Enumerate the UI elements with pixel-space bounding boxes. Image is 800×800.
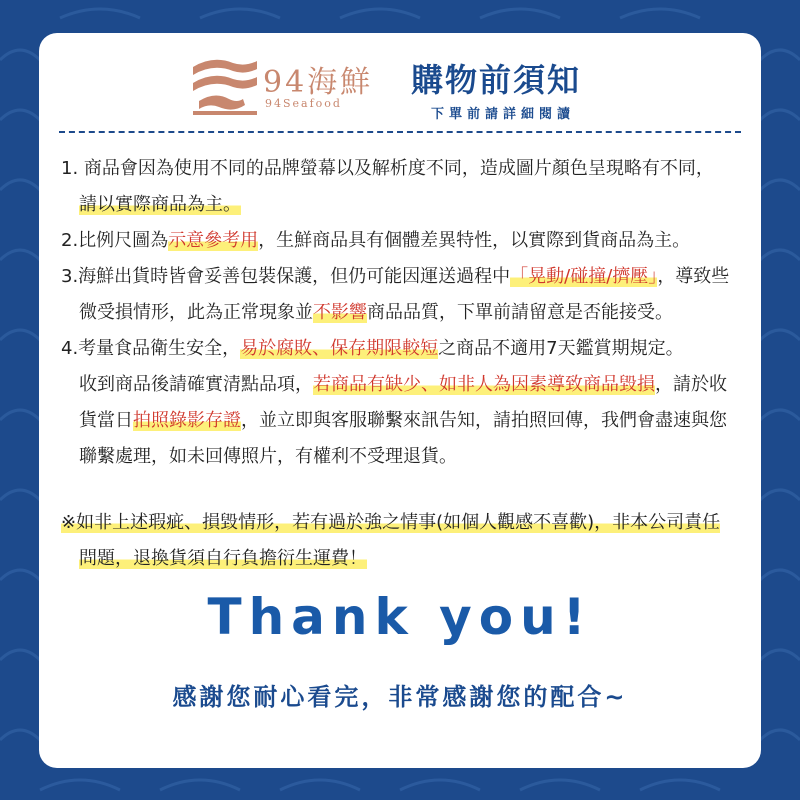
highlight: 拍照錄影存證 <box>133 410 241 431</box>
brand-name: 94海鮮 <box>263 65 374 100</box>
thank-you-message: 感謝您耐心看完，非常感謝您的配合~ <box>172 683 628 711</box>
highlight: 若商品有缺少、如非人為因素導致商品毀損 <box>313 374 655 395</box>
notice-item-4: 4.考量食品衛生安全，易於腐敗、保存期限較短之商品不適用7天鑑賞期規定。 <box>61 338 684 359</box>
notice-item-3: 3.海鮮出貨時皆會妥善包裝保護，但仍可能因運送過程中「晃動/碰撞/擠壓」，導致些 <box>61 266 730 287</box>
remark: ※如非上述瑕疵、損毀情形，若有過於強之情事(如個人觀感不喜歡)，非本公司責任 <box>61 512 721 533</box>
notice-list: 1. 商品會因為使用不同的品牌螢幕以及解析度不同，造成圖片顏色呈現略有不同， 請以實際商品為主。 2.比例尺圖為示意參考用，生鮮商品具有個體差異特性，以實際到貨商品為主。 3.海鮮出貨時皆會妥善包裝保護，但仍可能因運送過程中「晃動/碰撞/擠壓」，導致些 微受損情形，此為正常現象並不影響商品品質，下單前請留意是否能接受。 4.考量食品衛生安全，易於腐敗、保存期限較短之商品不適用7天鑑賞期規定。 收到商品後請確實清點品項，若商品有缺少、如非人為因素導致商品毀損，請於收 貨當日拍照錄影存證，並立即與客服聯繫來訊告知，請拍照回傳，我們會盡速與您 聯繫處理，如未回傳照片，有權利不受理退貨。 ※如非上述瑕疵、損毀情形，若有過於強之情事(如個人觀感不喜歡)，非本公司責任 問題，退換貨須自行負擔衍生運費！ <box>61 151 751 577</box>
notice-item-1: 1. 商品會因為使用不同的品牌螢幕以及解析度不同，造成圖片顏色呈現略有不同， <box>61 158 714 179</box>
page-subtitle: 下單前請詳細閱讀 <box>431 107 576 122</box>
highlight: 請以實際商品為主。 <box>79 194 241 215</box>
dashed-divider <box>59 131 741 133</box>
wave-logo-icon <box>189 55 261 117</box>
highlight: 易於腐敗、保存期限較短 <box>240 338 439 359</box>
highlight: 示意參考用 <box>168 230 259 251</box>
notice-card <box>39 33 761 768</box>
brand-name-en: 94Seafood <box>265 97 342 110</box>
page-title: 購物前須知 <box>411 61 582 99</box>
highlight: 「晃動/碰撞/擠壓」 <box>510 266 658 287</box>
thank-you-heading: Thank you! <box>207 588 593 646</box>
highlight: 不影響 <box>313 302 367 323</box>
notice-item-2: 2.比例尺圖為示意參考用，生鮮商品具有個體差異特性，以實際到貨商品為主。 <box>61 230 691 251</box>
